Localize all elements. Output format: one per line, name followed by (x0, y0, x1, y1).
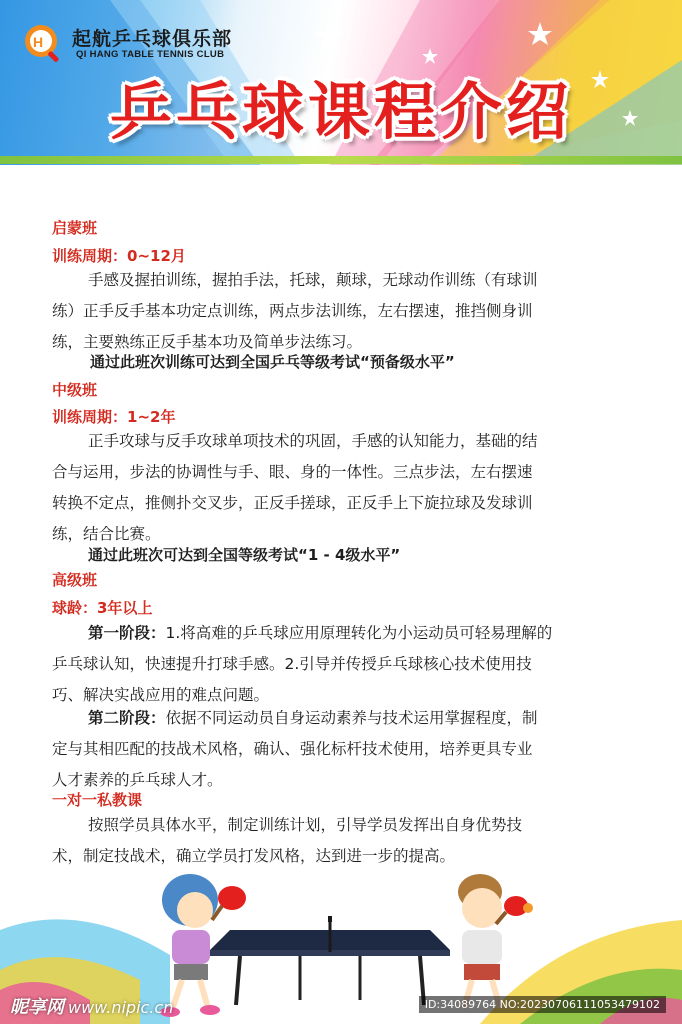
site-watermark (10, 993, 173, 1019)
private-class-heading: 一对一私教课 (52, 791, 143, 809)
header-banner (0, 0, 682, 165)
beginner-period: 训练周期：0~12月 (52, 247, 186, 265)
text-line: 合与运用，步法的协调性与手、眼、身的一体性。三点步法，左右摆速 (52, 463, 533, 481)
text-line: 巧、解决实战应用的难点问题。 (52, 686, 270, 704)
ping-pong-table-icon (210, 916, 450, 1005)
text-line: 转换不定点，推侧扑交叉步，正反手搓球，正反手上下旋拉球及发球训 (52, 494, 533, 512)
page-title: 乒乓球课程介绍 (109, 75, 572, 148)
text-line: 术，制定技战术，确立学员打发风格，达到进一步的提高。 (52, 847, 456, 865)
text-line: 人才素养的乒乓球人才。 (52, 771, 223, 789)
text-line: 练，主要熟练正反手基本功及简单步法练习。 (52, 333, 363, 351)
text-line: 练，结合比赛。 (52, 525, 161, 543)
text-line: 正手攻球与反手攻球单项技术的巩固，手感的认知能力，基础的结 (88, 432, 538, 450)
svg-text:H: H (33, 34, 44, 50)
watermark-url: www.nipic.cn (68, 998, 174, 1017)
advanced-period: 球龄：3年以上 (52, 599, 153, 617)
text-line: 按照学员具体水平，制定训练计划，引导学员发挥出自身优势技 (88, 816, 523, 834)
advanced-stage1 (52, 618, 638, 711)
stage1-label: 第一阶段： (88, 624, 166, 642)
beginner-goal: 通过此班次训练可达到全国乒乓等级考试“预备级水平” (90, 353, 455, 371)
text-line: 定与其相匹配的技战术风格，确认、强化标杆技术使用，培养更具专业 (52, 740, 533, 758)
beginner-class-heading: 启蒙班 (52, 219, 98, 237)
watermark-id: ID:34089764 NO:20230706111053479102 (419, 996, 666, 1013)
club-logo-icon (22, 22, 64, 64)
intermediate-class-heading: 中级班 (52, 381, 98, 399)
text-line: 练）正手反手基本功定点训练，两点步法训练，左右摆速，推挡侧身训 (52, 302, 533, 320)
club-name-en: QI HANG TABLE TENNIS CLUB (76, 49, 225, 60)
beginner-description (52, 265, 638, 358)
intermediate-description (52, 426, 638, 550)
advanced-class-heading: 高级班 (52, 571, 98, 589)
green-divider-bar (0, 156, 682, 164)
stage2-label: 第二阶段： (88, 709, 166, 727)
advanced-stage2 (52, 703, 638, 796)
text-line: 手感及握拍训练，握拍手法，托球，颠球，无球动作训练（有球训 (88, 271, 538, 289)
text-line: 乒乓球认知，快速提升打球手感。2.引导并传授乒乓球核心技术使用技 (52, 655, 532, 673)
text-line: 第一阶段：1.将高难的乒乓球应用原理转化为小运动员可轻易理解的 (88, 624, 553, 642)
intermediate-goal: 通过此班次可达到全国等级考试“1 - 4级水平” (88, 546, 401, 564)
text-line: 第二阶段：依据不同运动员自身运动素养与技术运用掌握程度，制 (88, 709, 538, 727)
club-name-cn: 起航乒乓球俱乐部 (72, 28, 233, 50)
watermark-site-cn: 昵享网 (10, 997, 64, 1018)
intermediate-period: 训练周期：1~2年 (52, 408, 176, 426)
